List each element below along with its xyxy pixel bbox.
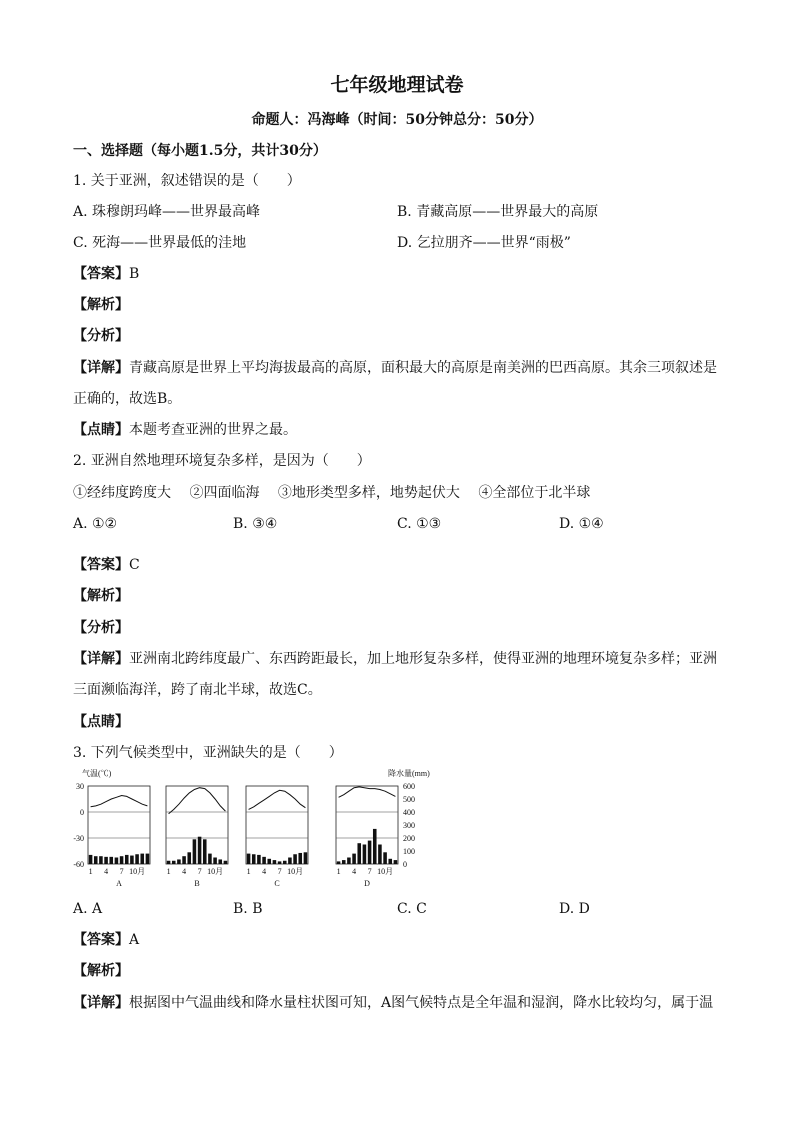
q2-statements: ①经纬度跨度大 ②四面临海 ③地形类型多样，地势起伏大 ④全部位于北半球 (73, 485, 591, 501)
temperature-line (249, 790, 306, 809)
q2-detail-line-1 (73, 650, 717, 668)
precipitation-tick-label: 200 (403, 834, 415, 843)
panel-label: D (364, 879, 370, 888)
section-heading: 一、选择题（每小题1.5分，共计30分） (73, 143, 327, 159)
q2-option-c: C. ①③ (397, 516, 442, 532)
precipitation-bar (89, 855, 93, 864)
month-tick-label: 1 (166, 867, 171, 876)
precipitation-tick-label: 0 (403, 860, 407, 869)
answer-value: B (129, 266, 140, 282)
precipitation-bar (94, 856, 98, 864)
precipitation-bar (109, 857, 113, 864)
q3-answer (73, 931, 139, 949)
climate-charts (72, 766, 430, 894)
answer-tag: 【答案】 (73, 266, 129, 282)
detail-tag: 【详解】 (73, 651, 129, 667)
precipitation-bar (146, 854, 150, 864)
precipitation-tick-label: 100 (403, 847, 415, 856)
precipitation-bar (177, 859, 181, 864)
precipitation-bar (337, 861, 341, 864)
month-tick-label: 7 (197, 867, 202, 876)
month-tick-label: 7 (119, 867, 124, 876)
chart-panel-frame (166, 786, 228, 864)
detail-tag: 【详解】 (73, 995, 129, 1011)
detail-text: 青藏高原是世界上平均海拔最高的高原，面积最大的高原是南美洲的巴西高原。其余三项叙述是 (129, 360, 717, 376)
month-tick-label: 7 (367, 867, 372, 876)
q1-stem: 1. 关于亚洲，叙述错误的是（ ） (73, 173, 301, 189)
precipitation-bar (383, 852, 387, 864)
month-tick-label: 4 (182, 867, 187, 876)
q2-detail-line-2: 三面濒临海洋，跨了南北半球，故选C。 (73, 682, 322, 698)
precipitation-bar (347, 858, 351, 865)
q2-fenxi-tag: 【分析】 (73, 620, 129, 636)
temperature-tick-label: -30 (73, 834, 84, 843)
q2-option-d: D. ①④ (559, 516, 604, 532)
q1-analysis-tag: 【解析】 (73, 297, 129, 313)
q2-analysis-tag: 【解析】 (73, 588, 129, 604)
precipitation-bar (288, 858, 292, 865)
precipitation-bar (135, 854, 139, 864)
precipitation-bar (140, 854, 144, 864)
precipitation-bar (378, 845, 382, 865)
precipitation-bar (167, 861, 171, 864)
q3-analysis-tag: 【解析】 (73, 963, 129, 979)
precipitation-bar (363, 845, 367, 865)
precipitation-bar (342, 860, 346, 864)
chart-panel-frame (88, 786, 150, 864)
precipitation-bar (368, 841, 372, 864)
q1-option-a: A. 珠穆朗玛峰——世界最高峰 (73, 204, 261, 220)
precipitation-bar (203, 839, 207, 864)
q3-option-a: A. A (73, 901, 103, 917)
month-tick-label: 1 (246, 867, 251, 876)
q3-option-d: D. D (559, 901, 590, 917)
precipitation-bar (104, 857, 108, 864)
precipitation-bar (298, 853, 302, 864)
precipitation-bar (293, 854, 297, 864)
climate-charts-svg (72, 766, 430, 894)
panel-label: B (194, 879, 200, 888)
q1-answer (73, 265, 139, 283)
month-tick-label: 7 (277, 867, 282, 876)
precipitation-bar (388, 859, 392, 864)
temperature-tick-label: -60 (73, 860, 84, 869)
precipitation-bar (218, 859, 222, 864)
q3-option-b: B. B (233, 901, 263, 917)
q2-option-a: A. ①② (73, 516, 118, 532)
panel-label: C (274, 879, 280, 888)
precipitation-bar (193, 839, 197, 864)
q2-option-b: B. ③④ (233, 516, 278, 532)
answer-value: A (129, 932, 140, 948)
detail-text: 根据图中气温曲线和降水量柱状图可知，A图气候特点是全年温和湿润，降水比较均匀，属于温 (129, 995, 714, 1011)
precipitation-bar (394, 860, 398, 864)
precipitation-bar (257, 855, 261, 864)
q3-stem: 3. 下列气候类型中，亚洲缺失的是（ ） (73, 745, 343, 761)
q1-option-d: D. 乞拉朋齐——世界“雨极” (397, 235, 571, 251)
month-tick-label: 1 (88, 867, 93, 876)
dianjing-text: 本题考查亚洲的世界之最。 (129, 422, 297, 438)
precipitation-bar (187, 852, 191, 864)
precipitation-bar (172, 861, 176, 864)
precipitation-tick-label: 500 (403, 795, 415, 804)
temperature-line (339, 787, 396, 797)
precipitation-bar (115, 858, 119, 865)
precipitation-bar (283, 861, 287, 864)
precipitation-bar (373, 829, 377, 864)
month-tick-label: 10月 (129, 867, 146, 876)
precipitation-bar (262, 857, 266, 864)
precipitation-bar (252, 854, 256, 864)
q1-option-b: B. 青藏高原——世界最大的高原 (397, 204, 599, 220)
precipitation-bar (125, 855, 129, 864)
page-title: 七年级地理试卷 (330, 74, 464, 96)
precipitation-bar (273, 860, 277, 864)
temperature-line (169, 788, 226, 814)
precipitation-tick-label: 600 (403, 782, 415, 791)
q2-answer (73, 556, 140, 574)
precipitation-bar (182, 856, 186, 864)
q1-dianjing (73, 421, 297, 439)
chart-panel-frame (246, 786, 308, 864)
precipitation-axis-label: 降水量(mm) (388, 769, 430, 778)
precipitation-bar (267, 859, 271, 864)
precipitation-bar (213, 858, 217, 865)
precipitation-bar (198, 837, 202, 864)
q3-detail-line-1 (73, 994, 713, 1012)
chart-panel-frame (336, 786, 398, 864)
detail-text: 亚洲南北跨纬度最广、东西跨距最长，加上地形复杂多样，使得亚洲的地理环境复杂多样；亚洲 (129, 651, 717, 667)
detail-tag: 【详解】 (73, 360, 129, 376)
precipitation-bar (120, 856, 124, 864)
q2-dianjing-tag: 【点睛】 (73, 714, 129, 730)
page-subtitle: 命题人：冯海峰（时间：50分钟总分：50分） (251, 112, 543, 128)
temperature-tick-label: 30 (76, 782, 84, 791)
month-tick-label: 10月 (287, 867, 304, 876)
q3-option-c: C. C (397, 901, 427, 917)
q1-detail-line-2: 正确的，故选B。 (73, 391, 182, 407)
precipitation-bar (352, 854, 356, 864)
q1-fenxi-tag: 【分析】 (73, 328, 129, 344)
q1-option-c: C. 死海——世界最低的洼地 (73, 235, 247, 251)
precipitation-tick-label: 400 (403, 808, 415, 817)
precipitation-bar (278, 861, 282, 864)
month-tick-label: 10月 (377, 867, 394, 876)
precipitation-tick-label: 300 (403, 821, 415, 830)
precipitation-bar (304, 852, 308, 864)
month-tick-label: 1 (336, 867, 341, 876)
answer-value: C (129, 557, 140, 573)
q2-stem: 2. 亚洲自然地理环境复杂多样，是因为（ ） (73, 453, 371, 469)
panel-label: A (116, 879, 122, 888)
month-tick-label: 4 (352, 867, 357, 876)
month-tick-label: 4 (262, 867, 267, 876)
temperature-line (91, 796, 148, 807)
precipitation-bar (130, 856, 134, 864)
dianjing-tag: 【点睛】 (73, 422, 129, 438)
precipitation-bar (208, 854, 212, 864)
temperature-tick-label: 0 (80, 808, 84, 817)
temperature-axis-label: 气温(℃) (82, 769, 112, 778)
precipitation-bar (357, 843, 361, 864)
month-tick-label: 10月 (207, 867, 224, 876)
q1-detail-line-1 (73, 359, 717, 377)
answer-tag: 【答案】 (73, 932, 129, 948)
precipitation-bar (247, 854, 251, 864)
month-tick-label: 4 (104, 867, 109, 876)
precipitation-bar (99, 856, 103, 864)
answer-tag: 【答案】 (73, 557, 129, 573)
precipitation-bar (224, 861, 228, 864)
